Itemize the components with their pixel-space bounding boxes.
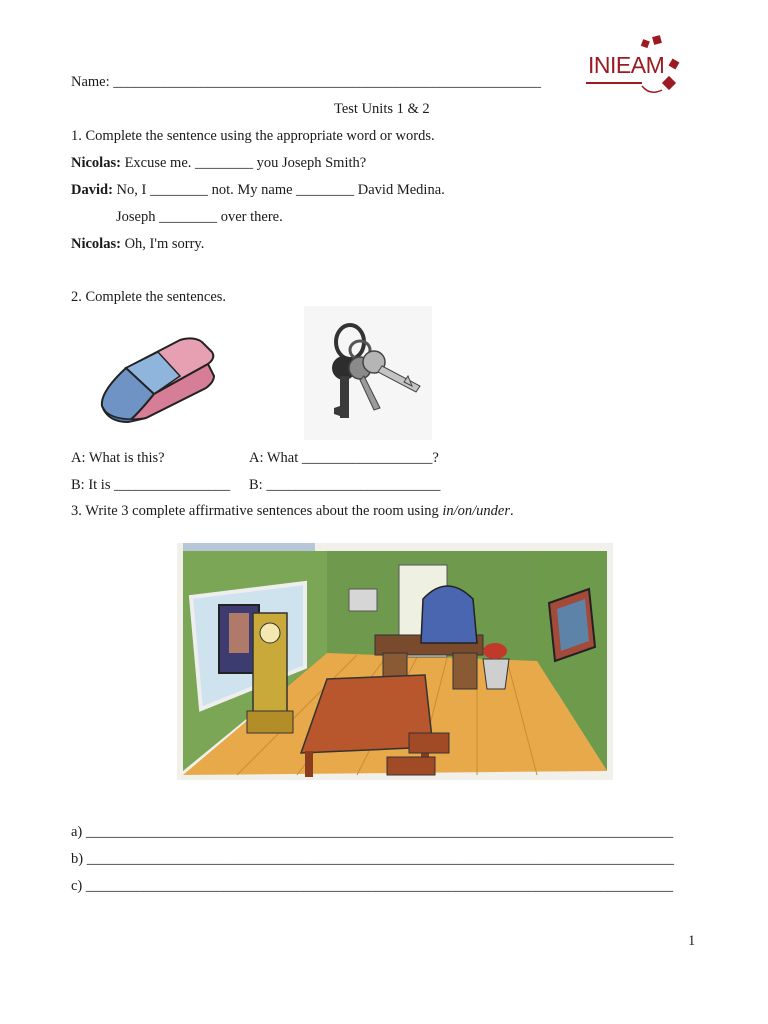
page-number: 1 <box>688 933 696 949</box>
dialogue-text: Joseph ________ over there. <box>116 209 283 225</box>
question-a-right: A: What __________________? <box>249 450 439 466</box>
answer-line-c: c) _________________________________________________________________________________ <box>71 878 674 894</box>
dialogue-text: Oh, I'm sorry. <box>120 236 205 252</box>
answer-line-a: a) _________________________________________________________________________________ <box>71 824 674 840</box>
dialogue-line-1 <box>71 155 366 172</box>
page-title: Test Units 1 & 2 <box>334 101 430 117</box>
speaker-label: Nicolas: <box>71 155 121 171</box>
keys-image <box>304 306 432 440</box>
answer-line-b: b) _________________________________________________________________________________ <box>71 851 674 867</box>
answer-b-left: B: It is ________________ <box>71 477 231 493</box>
room-image <box>177 543 613 780</box>
speaker-label: Nicolas: <box>71 236 121 252</box>
dialogue-line-4 <box>71 236 204 253</box>
dialogue-line-2 <box>71 182 445 199</box>
italic-prepositions: in/on/under <box>442 503 511 519</box>
dialogue-line-3 <box>116 209 283 226</box>
dialogue-text: Excuse me. ________ you Joseph Smith? <box>120 155 367 171</box>
section3-instruction: 3. Write 3 complete affirmative sentences about the room using in/on/under. <box>71 503 514 519</box>
name-field-label: Name: ___________________________________________________________ <box>71 74 542 90</box>
eraser-image <box>98 318 218 436</box>
question-a-left: A: What is this? <box>71 450 165 466</box>
speaker-label: David: <box>71 182 113 198</box>
section1-instruction: 1. Complete the sentence using the appropriate word or words. <box>71 128 435 144</box>
dialogue-text: No, I ________ not. My name ________ David Medina. <box>112 182 445 198</box>
section2-instruction: 2. Complete the sentences. <box>71 289 227 305</box>
inieam-logo: INIEAM <box>584 34 688 96</box>
answer-b-right: B: ________________________ <box>249 477 441 493</box>
